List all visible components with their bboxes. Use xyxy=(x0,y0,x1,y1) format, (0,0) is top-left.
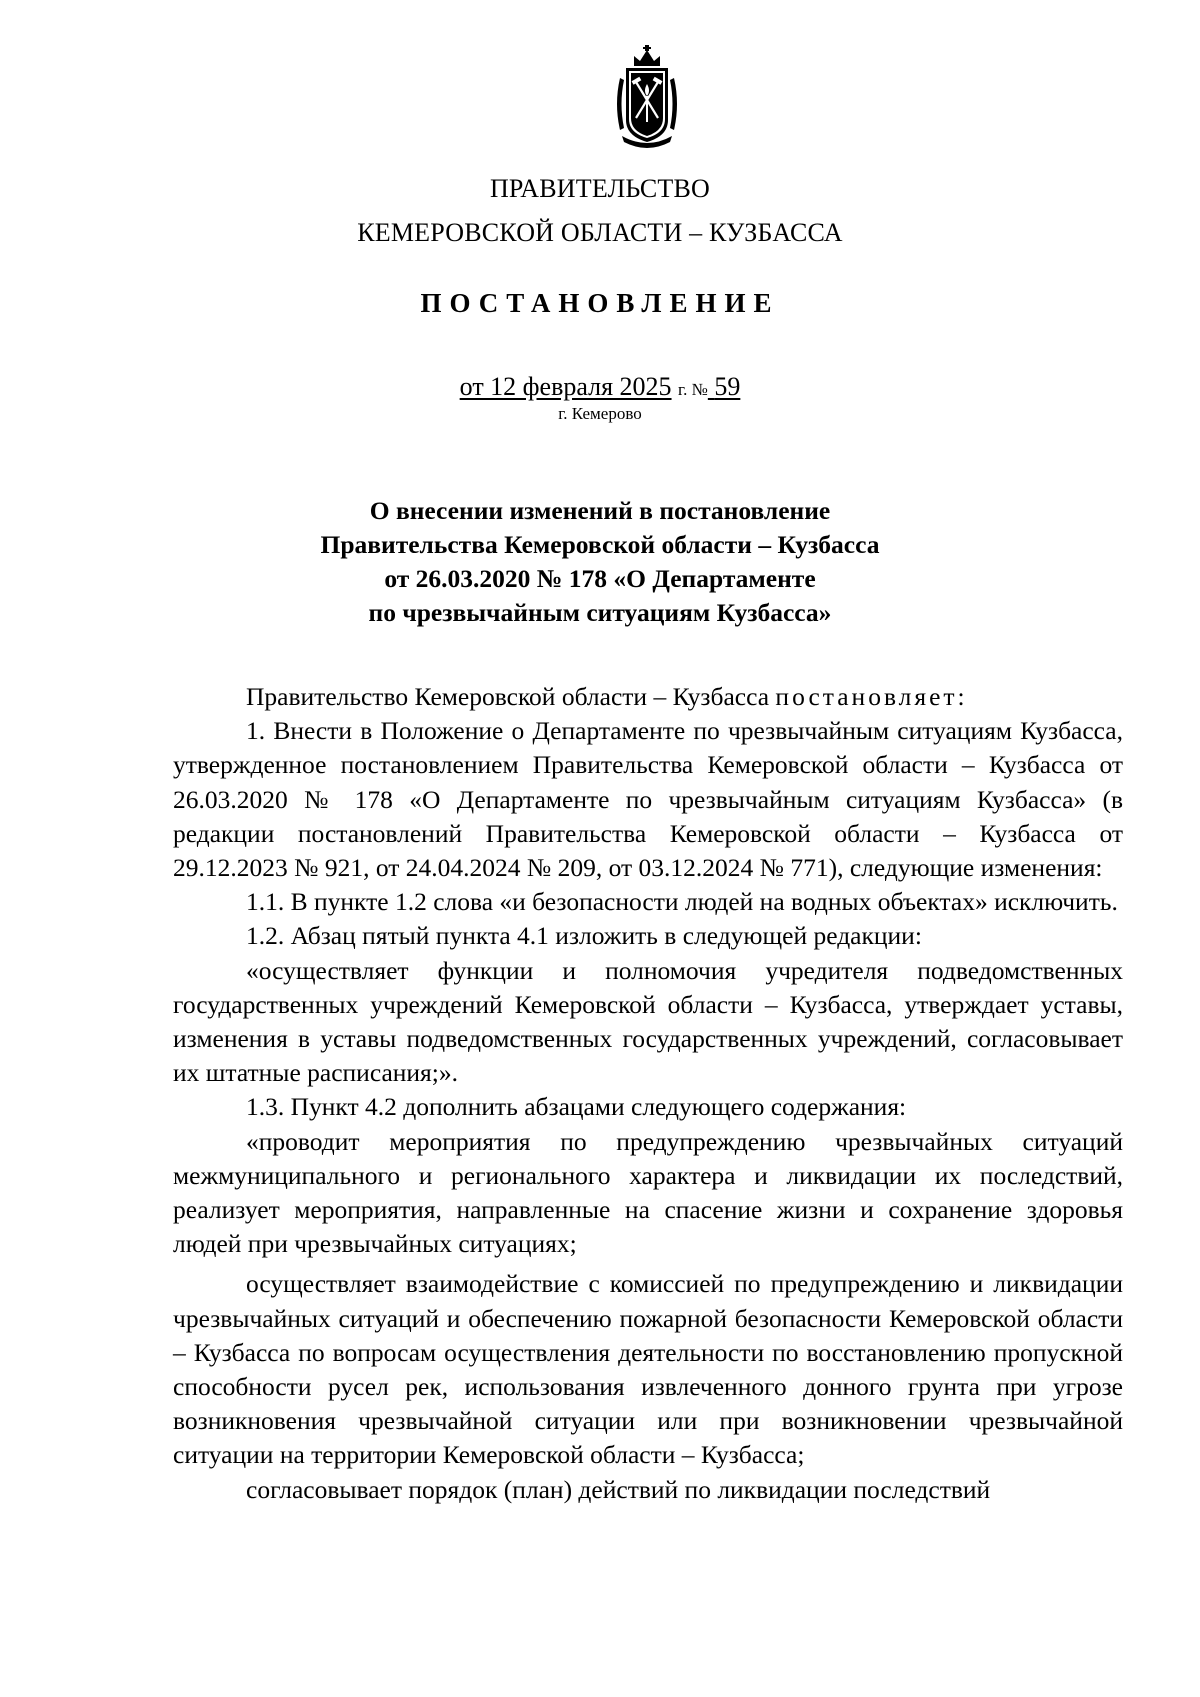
enacting-word: постановляет: xyxy=(775,682,968,711)
paragraph-1-3-text-a: «проводит мероприятия по предупреждению чрезвычайных ситуаций межмуниципального и регионального характера и ликвидации их последствий, реализует мероприятия, направленные на спасение жизни и сохранение здоровья людей при чрезвычайных ситуациях; xyxy=(173,1126,1123,1259)
document-number: 59 xyxy=(714,372,741,401)
coat-of-arms-emblem xyxy=(612,44,682,148)
enacting-clause: Правительство Кемеровской области – Кузбасса постановляет: xyxy=(246,682,968,711)
document-city: г. Кемерово xyxy=(558,404,642,423)
title-line-1: О внесении изменений в постановление xyxy=(369,496,831,525)
organization-name-line1: ПРАВИТЕЛЬСТВО xyxy=(489,174,711,203)
number-sign: № xyxy=(691,380,708,399)
paragraph-1-3-text-b: осуществляет взаимодействие с комиссией по предупреждению и ликвидации чрезвычайных ситуаций и обеспечению пожарной безопасности Кемеровской области – Кузбасса по вопросам осуществления деятельности по восстановлению пропускной способности русел рек, использования извлеченного донного грунта при угрозе возникновения чрезвычайной ситуации или при возникновении чрезвычайной ситуации на территории Кемеровской области – Кузбасса; xyxy=(173,1269,1123,1470)
document-date-line xyxy=(0,372,1200,402)
document-title xyxy=(0,494,1200,630)
document-type-heading: ПОСТАНОВЛЕНИЕ xyxy=(420,288,780,318)
paragraph-1-3: 1.3. Пункт 4.2 дополнить абзацами следующего содержания: xyxy=(246,1092,907,1122)
document-body xyxy=(173,680,1123,1507)
title-line-4: по чрезвычайным ситуациям Кузбасса» xyxy=(368,598,832,627)
document-date: от 12 февраля 2025 xyxy=(459,372,672,401)
paragraph-1-1: 1.1. В пункте 1.2 слова «и безопасности людей на водных объектах» исключить. xyxy=(246,887,1118,917)
organization-name-line2: КЕМЕРОВСКОЙ ОБЛАСТИ – КУЗБАССА xyxy=(357,218,843,247)
year-suffix: г. xyxy=(678,380,688,399)
paragraph-1-3-text-c: согласовывает порядок (план) действий по ликвидации последствий xyxy=(246,1474,991,1504)
title-line-2: Правительства Кемеровской области – Кузбасса xyxy=(320,530,880,559)
paragraph-1-2-text: «осуществляет функции и полномочия учредителя подведомственных государственных учреждений Кемеровской области – Кузбасса, утверждает уставы, изменения в уставы подведомственных государственных учреждений, согласовывает их штатные расписания;». xyxy=(173,955,1123,1088)
paragraph-1-2: 1.2. Абзац пятый пункта 4.1 изложить в следующей редакции: xyxy=(246,921,922,951)
title-line-3: от 26.03.2020 № 178 «О Департаменте xyxy=(384,564,816,593)
paragraph-1: 1. Внести в Положение о Департаменте по чрезвычайным ситуациям Кузбасса, утвержденное постановлением Правительства Кемеровской области – Кузбасса от 26.03.2020 № 178 «О Департаменте по чрезвычайным ситуациям Кузбасса» (в редакции постановлений Правительства Кемеровской области – Кузбасса от 29.12.2023 № 921, от 24.04.2024 № 209, от 03.12.2024 № 771), следующие изменения: xyxy=(173,716,1123,883)
